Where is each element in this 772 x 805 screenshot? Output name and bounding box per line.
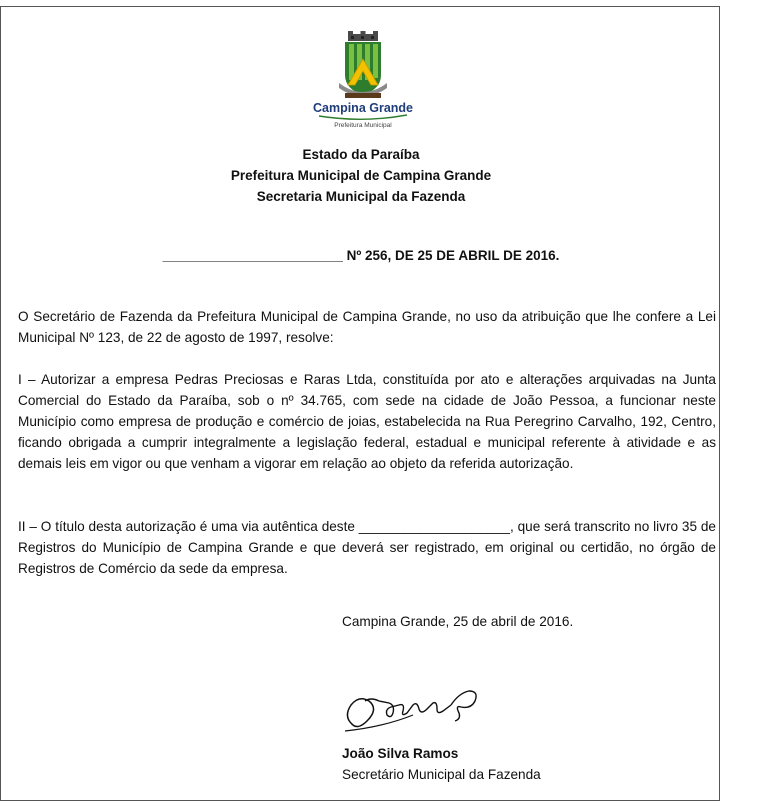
svg-text:Prefeitura Municipal: Prefeitura Municipal: [334, 122, 392, 129]
coat-of-arms-icon: [309, 31, 417, 131]
act-title: ________________________ Nº 256, DE 25 DE ABRIL DE 2016.: [162, 248, 560, 263]
city-coat-of-arms-logo: [309, 31, 417, 131]
article-2-paragraph: II – O título desta autorização é uma via autêntica deste ____________________, que será transcrito no livro 35 de Registros do Município de Campina Grande e que deverá ser registrado, em original ou certidão, no órgão de Registros de Comércio da sede da empresa.: [18, 519, 716, 576]
intro-paragraph: O Secretário de Fazenda da Prefeitura Municipal de Campina Grande, no uso da atribuição que lhe confere a Lei Municipal Nº 123, de 22 de agosto de 1997, resolve:: [18, 309, 716, 345]
state-name: Estado da Paraíba: [302, 147, 420, 162]
city-hall-name: Prefeitura Municipal de Campina Grande: [230, 168, 492, 183]
signatory-role: Secretário Municipal da Fazenda: [342, 767, 541, 782]
document-page: [0, 6, 720, 801]
department-name: Secretaria Municipal da Fazenda: [256, 189, 466, 204]
signatory-name: João Silva Ramos: [342, 746, 459, 761]
place-and-date: Campina Grande, 25 de abril de 2016.: [342, 614, 574, 629]
article-1-paragraph: I – Autorizar a empresa Pedras Preciosas e Raras Ltda, constituída por ato e alterações arquivadas na Junta Comercial do Estado da Paraíba, sob o nº 34.765, com sede na cidade de João Pessoa, a funcionar neste Município como empresa de produção e comércio de joias, estabelecida na Rua Peregrino Carvalho, 192, Centro, ficando obrigada a cumprir integralmente a legislação federal, estadual e municipal referente à atividade e as demais leis em vigor ou que venham a vigorar em relação ao objeto da referida autorização.: [18, 372, 716, 471]
handwritten-signature: [343, 679, 491, 739]
svg-text:Campina Grande: Campina Grande: [312, 101, 414, 115]
